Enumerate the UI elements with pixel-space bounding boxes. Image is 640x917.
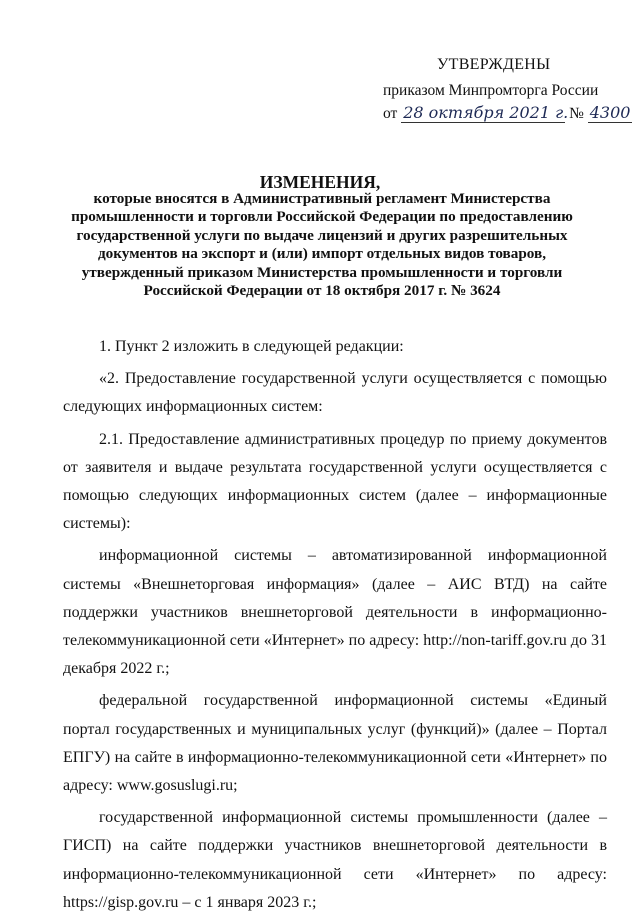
paragraph-2: «2. Предоставление государственной услуги осуществляется с помощью следующих информационных систем: [63,370,607,416]
paragraph-4: информационной системы – автоматизированной информационной системы «Внешнеторговая информация» (далее – АИС ВТД) на сайте поддержки участников внешнеторговой деятельности в информационно-телекоммуникационной сети «Интернет» по адресу: http://non-tariff.gov.ru до 31 декабря 2022 г.; [63,547,607,678]
document-title: ИЗМЕНЕНИЯ, [259,172,381,192]
order-reference: приказом Минпромторга России [383,82,599,99]
date-prefix: от [383,105,398,122]
paragraph-6: государственной информационной системы промышленности (далее – ГИСП) на сайте поддержки участников внешнеторговой деятельности в информационно-телекоммуникационной сети «Интернет» по адресу: https://gisp.gov.ru – с 1 января 2023 г.; [63,809,607,911]
document-subtitle: которые вносятся в Административный регламент Министерства промышленности и торговли Российской Федерации по предоставлению государственной услуги по выдаче лицензий и других разрешительных документов на экспорт и (или) импорт отдельных видов товаров, утвержденный приказом Министерства промышленности и торговли Российской Федерации от 18 октября 2017 г. № 3624 [71,190,573,300]
paragraph-1: 1. Пункт 2 изложить в следующей редакции: [99,338,404,355]
paragraph-5: федеральной государственной информационной системы «Единый портал государственных и муниципальных услуг (функций)» (далее – Портал ЕПГУ) на сайте в информационно-телекоммуникационной сети «Интернет» по адресу: www.gosuslugi.ru; [63,692,607,795]
document-body [63,333,607,917]
number-prefix: № [569,105,584,122]
handwritten-number: 4300 [589,103,631,122]
handwritten-date: 28 октября 2021 г. [403,103,569,122]
paragraph-3: 2.1. Предоставление административных процедур по приему документов от заявителя и выдаче результата государственной услуги осуществляется с помощью следующих информационных систем (далее – информационные системы): [63,430,607,533]
order-date-line [383,103,632,123]
approval-heading: УТВЕРЖДЕНЫ [437,56,551,73]
